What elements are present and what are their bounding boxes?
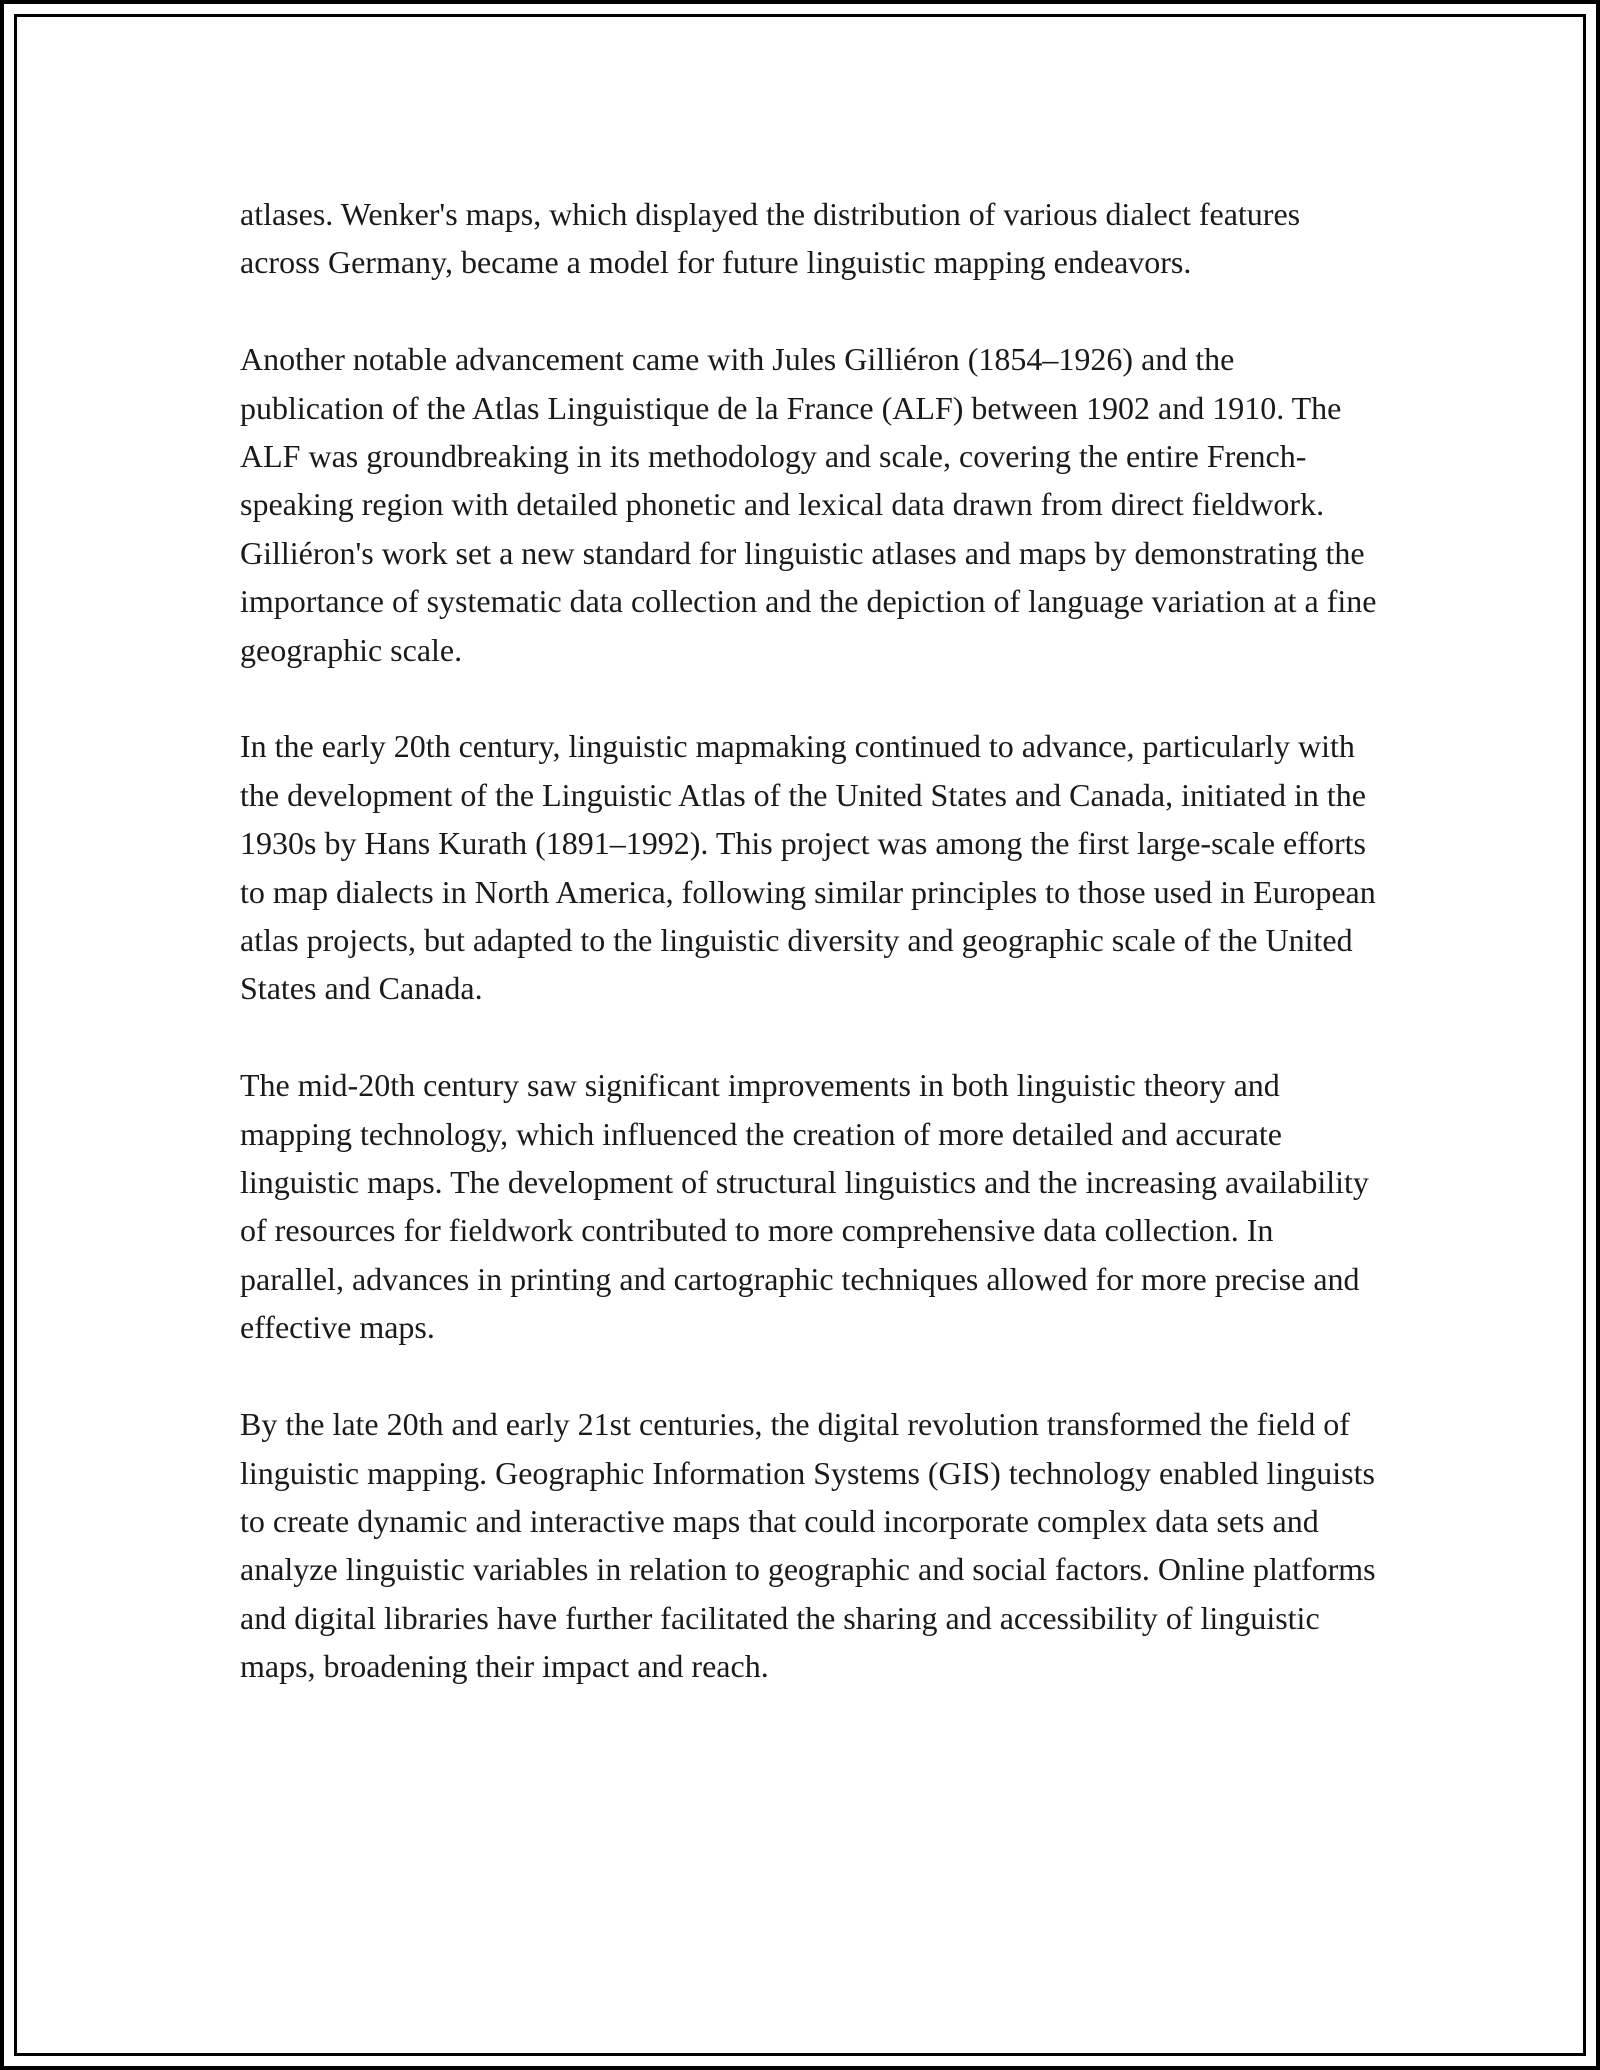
paragraph-3: In the early 20th century, linguistic mapmaking continued to advance, particularly with the development of the Linguistic Atlas of the United States and Canada, initiated in the 1930s by Hans Kurath (1891–1992). This project was among the first large-scale efforts to map dialects in North America, following similar principles to those used in European atlas projects, but adapted to the linguistic diversity and geographic scale of the United States and Canada. [240, 728, 1376, 1007]
paragraph-1: atlases. Wenker's maps, which displayed the distribution of various dialect features across Germany, became a model for future linguistic mapping endeavors. [240, 196, 1301, 281]
paragraph-5: By the late 20th and early 21st centuries, the digital revolution transformed the field of linguistic mapping. Geographic Information Systems (GIS) technology enabled linguists to create dynamic and interactive maps that could incorporate complex data sets and analyze linguistic variables in relation to geographic and social factors. Online platforms and digital libraries have further facilitated the sharing and accessibility of linguistic maps, broadening their impact and reach. [240, 1406, 1376, 1685]
document-body [240, 190, 1380, 1739]
paragraph-2: Another notable advancement came with Jules Gilliéron (1854–1926) and the publication of the Atlas Linguistique de la France (ALF) between 1902 and 1910. The ALF was groundbreaking in its methodology and scale, covering the entire French-speaking region with detailed phonetic and lexical data drawn from direct fieldwork. Gilliéron's work set a new standard for linguistic atlases and maps by demonstrating the importance of systematic data collection and the depiction of language variation at a fine geographic scale. [240, 341, 1377, 668]
paragraph-4: The mid-20th century saw significant improvements in both linguistic theory and mapping technology, which influenced the creation of more detailed and accurate linguistic maps. The development of structural linguistics and the increasing availability of resources for fieldwork contributed to more comprehensive data collection. In parallel, advances in printing and cartographic techniques allowed for more precise and effective maps. [240, 1067, 1369, 1346]
